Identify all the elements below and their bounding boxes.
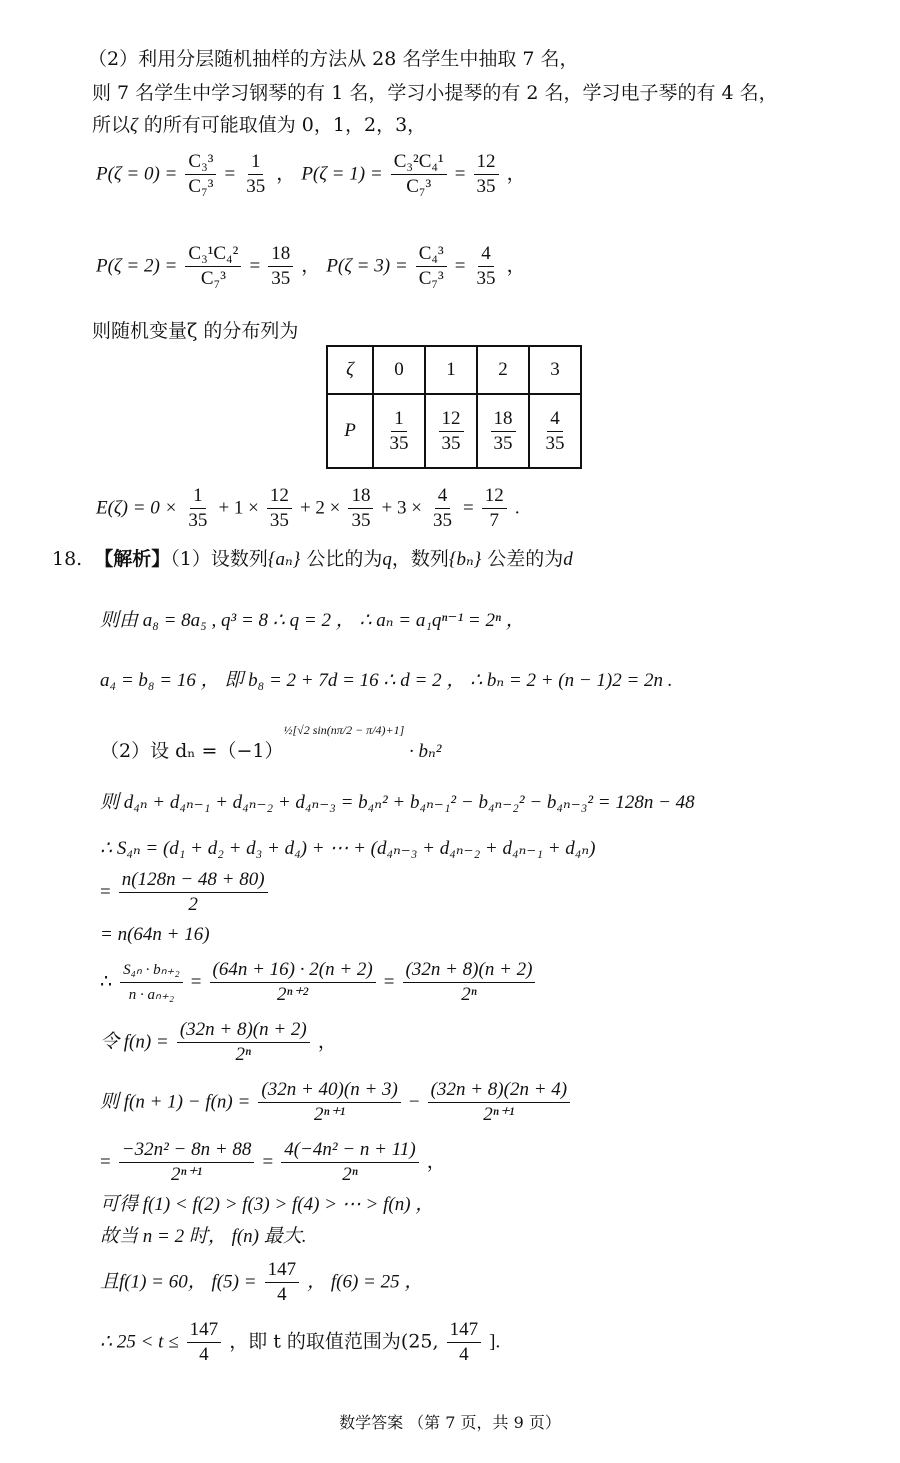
distribution-table bbox=[326, 345, 582, 469]
part2-line3: 所以ζ 的所有可能取值为 0，1，2，3， bbox=[92, 114, 427, 136]
part2-line1: （2）利用分层随机抽样的方法从 28 名学生中抽取 7 名， bbox=[88, 48, 579, 70]
q18-line12: = $\frac{\text{−32n² − 8n + 88}}{\text{2ⁿ⁺¹}}$ = $\frac{\text{4(−4n² − n + 11)}}{\text{2ⁿ}}$ ， bbox=[100, 1139, 446, 1185]
q18-line13: 可得 f(1) < f(2) > f(3) > f(4) > ⋯ > f(n) ， bbox=[100, 1194, 435, 1215]
q18-heading: 18. 【解析】（1）设数列{aₙ} 公比的为q，数列{bₙ} 公差的为d bbox=[52, 548, 573, 570]
q18-line15: 且f(1) = 60， f(5) = $\frac{147}{4}$ ， f(6) = 25 ， bbox=[100, 1259, 424, 1305]
prob-line-2: P(ζ = 2) = $\frac{\text{C₃¹C₄²}}{\text{C₇³}}$ = $\frac{18}{35}$ ， P(ζ = 3) = $\frac{\text{C₄³}}{\text{C₇³}}$ = $\frac{4}{35}$ ， bbox=[96, 243, 526, 289]
table-row bbox=[327, 346, 581, 394]
q18-line9: ∴ $\frac{\text{S₄ₙ · bₙ₊₂}}{\text{n · aₙ₊₂}}$ = $\frac{(64n + 16) \cdot 2(n + 2)}{\text{2ⁿ⁺²}}$ = $\frac{(32n + 8)(n + 2)}{\text{2ⁿ}}$ bbox=[100, 958, 537, 1007]
q18-line4: （2）设 $d_n =(-1)^{\frac{1}{2}[√2 sin(n\pi/2 - \pi/4)+1]} \cdot b_n^2$ bbox=[100, 722, 442, 762]
table-cell: $\frac{1}{35}$ bbox=[373, 394, 425, 468]
table-cell: ζ bbox=[327, 346, 373, 394]
q18-line3: a₄ = b₈ = 16 ， 即 b₈ = 2 + 7d = 16 ∴ d = 2 ， ∴ bₙ = 2 + (n − 1)2 = 2n . bbox=[100, 670, 673, 691]
page-footer: 数学答案 （第 7 页，共 9 页） bbox=[339, 1413, 561, 1432]
q18-line2: 则由 a₈ = 8a₅ , q³ = 8 ∴ q = 2 ， ∴ aₙ = a₁qⁿ⁻¹ = 2ⁿ ， bbox=[100, 610, 525, 631]
q18-line5: 则 d₄ₙ + d₄ₙ₋₁ + d₄ₙ₋₂ + d₄ₙ₋₃ = b₄ₙ² + b₄ₙ₋₁² − b₄ₙ₋₂² − b₄ₙ₋₃² = 128n − 48 bbox=[100, 792, 695, 813]
table-cell: $\frac{4}{35}$ bbox=[529, 394, 581, 468]
table-cell: 1 bbox=[425, 346, 477, 394]
table-cell: P bbox=[327, 394, 373, 468]
q18-line7: = $\frac{n(128n - 48 + 80)}{2}$ bbox=[100, 868, 270, 917]
table-row bbox=[327, 394, 581, 468]
q18-line8: = n(64n + 16) bbox=[100, 924, 210, 945]
q18-line10: 令 f(n) = $\frac{(32n + 8)(n + 2)}{\text{2ⁿ}}$ ， bbox=[100, 1019, 337, 1065]
table-cell: $\frac{18}{35}$ bbox=[477, 394, 529, 468]
q18-line16: ∴ 25 < t ≤ $\frac{147}{4}$ ，即 t 的取值范围为(25, $\frac{147}{4}$ ]. bbox=[100, 1319, 501, 1365]
part2-line2: 则 7 名学生中学习钢琴的有 1 名，学习小提琴的有 2 名，学习电子琴的有 4 名， bbox=[92, 82, 778, 104]
prob-line-1: P(ζ = 0) = $\frac{\text{C₃³}}{\text{C₇³}}$ = $\frac{1}{35}$ ， P(ζ = 1) = $\frac{\text{C₃²C₄¹}}{\text{C₇³}}$ = $\frac{12}{35}$ ， bbox=[96, 151, 526, 197]
table-cell: 2 bbox=[477, 346, 529, 394]
table-cell: 0 bbox=[373, 346, 425, 394]
q18-line6: ∴ S₄ₙ = (d₁ + d₂ + d₃ + d₄) + ⋯ + (d₄ₙ₋₃ + d₄ₙ₋₂ + d₄ₙ₋₁ + d₄ₙ) bbox=[100, 838, 596, 859]
q18-line14: 故当 n = 2 时， f(n) 最大. bbox=[100, 1226, 307, 1247]
table-cell: 3 bbox=[529, 346, 581, 394]
expectation-line: E(ζ) = 0 × $\frac{1}{35}$ + 1 × $\frac{12}{35}$ + 2 × $\frac{18}{35}$ + 3 × $\frac{4}{35}$ = $\frac{12}{7}$ . bbox=[96, 485, 520, 531]
table-cell: $\frac{12}{35}$ bbox=[425, 394, 477, 468]
dist-intro: 则随机变量ζ 的分布列为 bbox=[92, 320, 299, 342]
q18-line11: 则 f(n + 1) − f(n) = $\frac{(32n + 40)(n + 3)}{\text{2ⁿ⁺¹}}$ − $\frac{(32n + 8)(2n + 4)}{\text{2ⁿ⁺¹}}$ bbox=[100, 1078, 572, 1127]
